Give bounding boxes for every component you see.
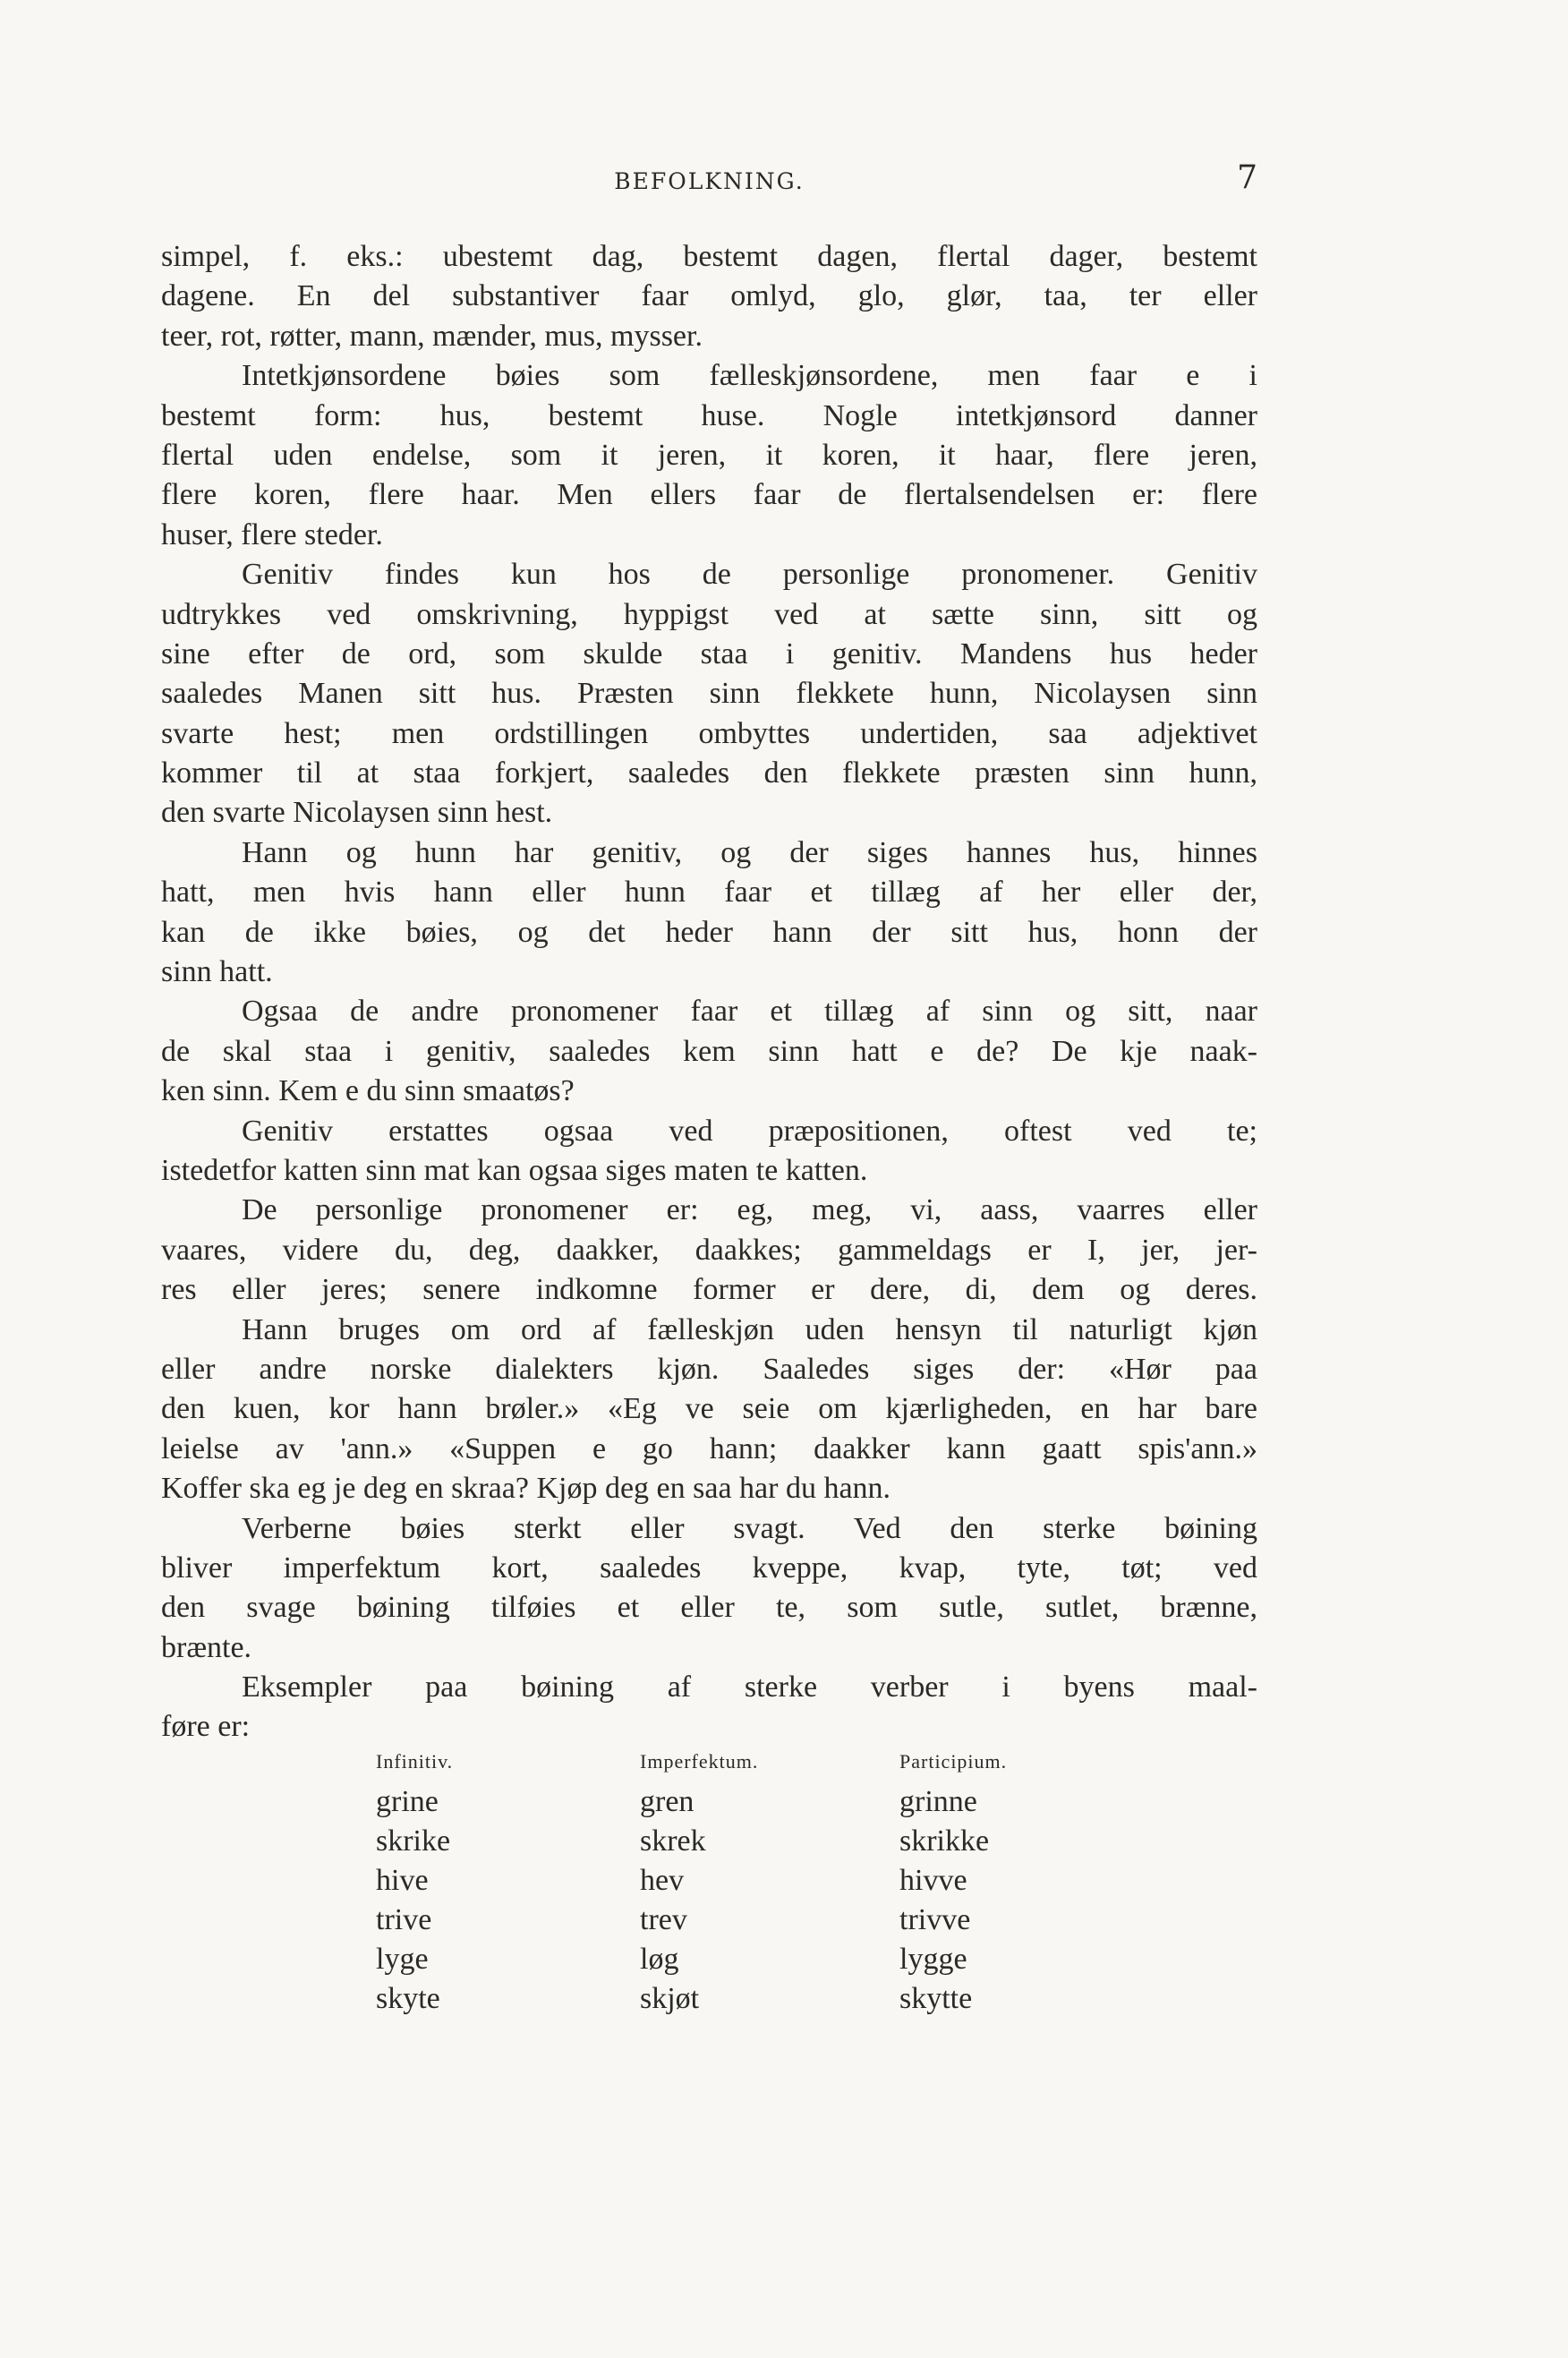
column-header-infinitive: Infinitiv. (376, 1750, 454, 1773)
text-line: brænte. (161, 1630, 252, 1664)
infinitive-cell: lyge (376, 1943, 429, 1976)
participle-cell: trivve (899, 1903, 971, 1936)
table-row (376, 1782, 1123, 1822)
text-line: Koffer ska eg je deg en skraa? Kjøp deg en saa har du hann. (161, 1472, 891, 1506)
participle-cell: skrikke (899, 1824, 990, 1858)
text-line: den svarte Nicolaysen sinn hest. (161, 796, 553, 830)
text-line: Hann og hunn har genitiv, og der siges hannes hus, hinnes (242, 835, 1257, 869)
imperfect-cell: løg (640, 1943, 679, 1976)
text-line: ken sinn. Kem e du sinn smaatøs? (161, 1074, 575, 1108)
body-text (161, 237, 1257, 1747)
text-line: kommer til at staa forkjert, saaledes den flekkete præsten sinn hunn, (161, 756, 1257, 790)
infinitive-cell: grine (376, 1785, 439, 1818)
column-header-participle: Participium. (899, 1750, 1008, 1773)
text-line: hatt, men hvis hann eller hunn faar et tillæg af her eller der, (161, 876, 1257, 910)
text-line: kan de ikke bøies, og det heder hann der sitt hus, honn der (161, 915, 1257, 949)
text-line: eller andre norske dialekters kjøn. Saaledes siges der: «Hør paa (161, 1352, 1257, 1386)
text-line: simpel, f. eks.: ubestemt dag, bestemt dagen, flertal dager, bestemt (161, 240, 1257, 273)
text-line: flertal uden endelse, som it jeren, it koren, it haar, flere jeren, (161, 438, 1257, 472)
table-row (376, 1979, 1123, 2019)
participle-cell: hivve (899, 1864, 967, 1897)
table-row (376, 1822, 1123, 1861)
text-line: saaledes Manen sitt hus. Præsten sinn flekkete hunn, Nicolaysen sinn (161, 677, 1257, 711)
table-row (376, 1901, 1123, 1940)
text-line: sine efter de ord, som skulde staa i genitiv. Mandens hus heder (161, 636, 1257, 671)
text-line: føre er: (161, 1710, 251, 1744)
text-line: huser, flere steder. (161, 517, 383, 551)
text-line: Eksempler paa bøining af sterke verber i byens maal- (242, 1670, 1257, 1704)
text-line: Genitiv erstattes ogsaa ved præpositionen, oftest ved te; (242, 1114, 1257, 1148)
text-line: de skal staa i genitiv, saaledes kem sinn hatt e de? De kje naak- (161, 1034, 1257, 1068)
imperfect-cell: gren (640, 1785, 695, 1818)
text-line: den kuen, kor hann brøler.» «Eg ve seie om kjærligheden, en har bare (161, 1392, 1257, 1426)
table-row (376, 1861, 1123, 1901)
table-row (376, 1940, 1123, 1979)
imperfect-cell: skjøt (640, 1982, 700, 2015)
text-line: bestemt form: hus, bestemt huse. Nogle intetkjønsord danner (161, 398, 1257, 432)
table-header-row (376, 1750, 1123, 1782)
text-line: leielse av 'ann.» «Suppen e go hann; daakker kann gaatt spis'ann.» (161, 1431, 1257, 1465)
participle-cell: lygge (899, 1943, 967, 1976)
text-line: istedetfor katten sinn mat kan ogsaa siges maten te katten. (161, 1153, 868, 1187)
text-line: Genitiv findes kun hos de personlige pronomener. Genitiv (242, 558, 1257, 592)
text-line: Ogsaa de andre pronomener faar et tillæg af sinn og sitt, naar (242, 995, 1257, 1029)
imperfect-cell: trev (640, 1903, 687, 1936)
text-line: sinn hatt. (161, 955, 273, 989)
text-line: den svage bøining tilføies et eller te, som sutle, sutlet, brænne, (161, 1591, 1257, 1625)
text-line: Intetkjønsordene bøies som fælleskjønsordene, men faar e i (242, 359, 1257, 393)
imperfect-cell: hev (640, 1864, 685, 1897)
imperfect-cell: skrek (640, 1824, 706, 1858)
text-line: udtrykkes ved omskrivning, hyppigst ved at sætte sinn, sitt og (161, 597, 1257, 631)
page-number: 7 (1237, 159, 1257, 196)
text-line: dagene. En del substantiver faar omlyd, glo, glør, taa, ter eller (161, 279, 1257, 313)
text-line: vaares, videre du, deg, daakker, daakkes; gammeldags er I, jer, jer- (161, 1233, 1257, 1267)
text-line: Hann bruges om ord af fælleskjøn uden hensyn til naturligt kjøn (242, 1312, 1257, 1346)
text-line: svarte hest; men ordstillingen ombyttes undertiden, saa adjektivet (161, 716, 1257, 750)
infinitive-cell: hive (376, 1864, 429, 1897)
text-line: bliver imperfektum kort, saaledes kveppe, kvap, tyte, tøt; ved (161, 1551, 1257, 1585)
text-line: flere koren, flere haar. Men ellers faar de flertalsendelsen er: flere (161, 478, 1257, 512)
column-header-imperfect: Imperfektum. (640, 1750, 759, 1773)
text-line: teer, rot, røtter, mann, mænder, mus, mysser. (161, 319, 703, 353)
running-head-title: BEFOLKNING. (614, 168, 805, 194)
participle-cell: skytte (899, 1982, 973, 2015)
text-line: Verberne bøies sterkt eller svagt. Ved den sterke bøining (242, 1511, 1257, 1545)
participle-cell: grinne (899, 1785, 977, 1818)
infinitive-cell: trive (376, 1903, 432, 1936)
text-line: res eller jeres; senere indkomne former er dere, di, dem og deres. (161, 1273, 1257, 1307)
infinitive-cell: skyte (376, 1982, 440, 2015)
verb-conjugation-table (376, 1750, 1123, 2019)
infinitive-cell: skrike (376, 1824, 451, 1858)
running-head (161, 159, 1257, 204)
text-line: De personlige pronomener er: eg, meg, vi, aass, vaarres eller (242, 1193, 1257, 1227)
